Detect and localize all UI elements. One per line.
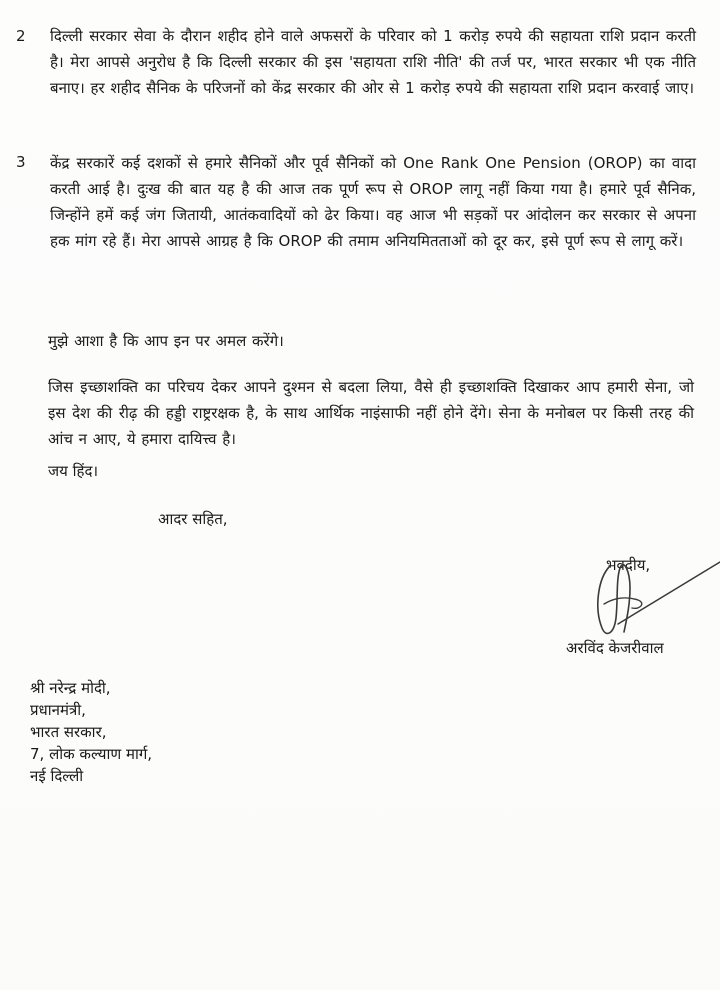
closing-paragraph: जिस इच्छाशक्ति का परिचय देकर आपने दुश्मन से बदला लिया, वैसे ही इच्छाशक्ति दिखाकर आप हमारी सेना, जो इस देश की रीढ़ की हड्डी राष्ट्ररक्षक है, के साथ आर्थिक नाइंसाफी नहीं होने देंगे। सेना के मनोबल पर किसी तरह की आंच न आए, ये हमारा दायित्त्व है। (48, 378, 694, 448)
sender-name: अरविंद केजरीवाल (566, 639, 664, 657)
point-text: दिल्ली सरकार सेवा के दौरान शहीद होने वाले अफसरों के परिवार को 1 करोड़ रुपये की सहायता राशि प्रदान करती है। मेरा आपसे अनुरोध है कि दिल्ली सरकार की इस 'सहायता राशि नीति' की तर्ज पर, भारत सरकार भी एक नीति बनाए। हर शहीद सैनिक के परिजनों को केंद्र सरकार की ओर से 1 करोड़ रुपये की सहायता राशि प्रदान करवाई जाए। (50, 27, 696, 97)
recipient-name: श्री नरेन्द्र मोदी, (30, 679, 111, 697)
regards: आदर सहित, (158, 510, 228, 528)
point-text: केंद्र सरकारें कई दशकों से हमारे सैनिकों और पूर्व सैनिकों को One Rank One Pension (OROP) का वादा करती आई है। दुःख की बात यह है की आज तक पूर्ण रूप से OROP लागू नहीं किया गया है। हमारे पूर्व सैनिक, जिन्होंने हमें कई जंग जितायी, आतंकवादियों को ढेर किया। वह आज भी सड़कों पर आंदोलन कर सरकार से अपना हक मांग रहे हैं। मेरा आपसे आग्रह है कि OROP की तमाम अनियमितताओं को दूर कर, इसे पूर्ण रूप से लागू करें। (50, 154, 696, 250)
handwritten-signature (580, 548, 720, 644)
point-number: 3 (16, 153, 26, 171)
recipient-address: 7, लोक कल्याण मार्ग, (30, 745, 153, 763)
yours-truly: भवदीय, (606, 556, 651, 574)
recipient-city: नई दिल्ली (30, 767, 84, 785)
salutation: जय हिंद। (48, 462, 99, 480)
hope-line: मुझे आशा है कि आप इन पर अमल करेंगे। (48, 332, 284, 350)
point-number: 2 (16, 27, 26, 45)
recipient-designation: प्रधानमंत्री, (30, 701, 86, 719)
recipient-organisation: भारत सरकार, (30, 723, 107, 741)
